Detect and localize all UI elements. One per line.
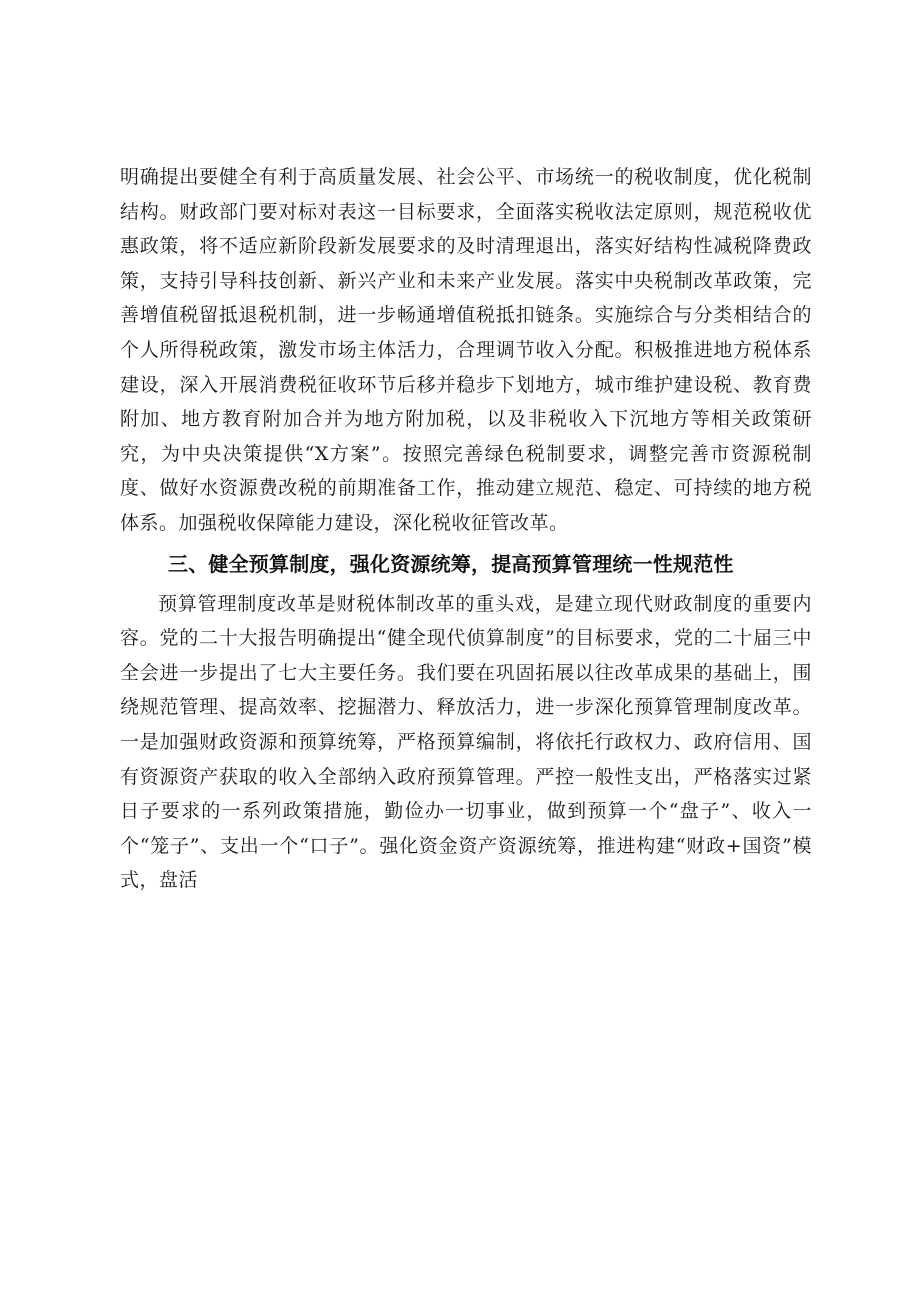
body-paragraph-tax-system: 明确提出要健全有利于高质量发展、社会公平、市场统一的税收制度，优化税制结构。财政部门要对标对表这一目标要求，全面落实税收法定原则，规范税收优惠政策，将不适应新阶段新发展要求的及时清理退出，落实好结构性减税降费政策，支持引导科技创新、新兴产业和未来产业发展。落实中央税制改革政策，完善增值税留抵退税机制，进一步畅通增值税抵扣链条。实施综合与分类相结合的个人所得税政策，激发市场主体活力，合理调节收入分配。积极推进地方税体系建设，深入开展消费税征收环节后移并稳步下划地方，城市维护建设税、教育费附加、地方教育附加合并为地方附加税，以及非税收入下沉地方等相关政策研究，为中央决策提供“X方案”。按照完善绿色税制要求，调整完善市资源税制度、做好水资源费改税的前期准备工作，推动建立规范、稳定、可持续的地方税体系。加强税收保障能力建设，深化税收征管改革。 [120,166,812,534]
section-heading-budget-system: 三、健全预算制度，强化资源统筹，提高预算管理统一性规范性 [168,551,734,576]
body-paragraph-budget-reform: 预算管理制度改革是财税体制改革的重头戏，是建立现代财政制度的重要内容。党的二十大报告明确提出“健全现代侦算制度”的目标要求，党的二十届三中全会进一步提出了七大主要任务。我们要在巩固拓展以往改革成果的基础上，围绕规范管理、提高效率、挖掘潜力、释放活力，进一步深化预算管理制度改革。一是加强财政资源和预算统筹，严格预算编制，将依托行政权力、政府信用、国有资源资产获取的收入全部纳入政府预算管理。严控一般性支出，严格落实过紧日子要求的一系列政策措施，勤俭办一切事业，做到预算一个“盘子”、收入一个“笼子”、支出一个“口子”。强化资金资产资源统筹，推进构建“财政+国资”模式，盘活 [120,592,812,892]
document-body [120,160,812,898]
